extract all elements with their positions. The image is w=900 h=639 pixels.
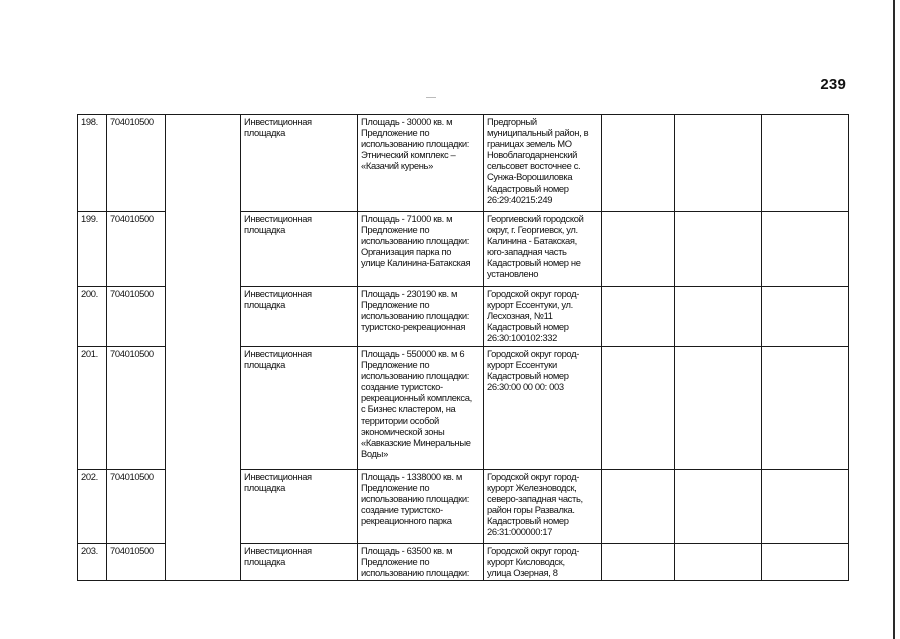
row-number: 201. — [78, 347, 107, 470]
row-type: Инвестиционная площадка — [241, 287, 358, 347]
empty-cell — [602, 347, 675, 470]
row-location: Городской округ город- курорт Ессентуки Кадастровый номер 26:30:00 00 00: 003 — [484, 347, 602, 470]
row-location: Городской округ город- курорт Ессентуки, ул. Лесхозная, №11 Кадастровый номер 26:30:100102:332 — [484, 287, 602, 347]
row-type: Инвестиционная площадка — [241, 470, 358, 544]
row-description: Площадь - 550000 кв. м 6 Предложение по использованию площадки: создание туристско- рекреационный комплекса, с Бизнес кластером, на территории особой экономической зоны «Кавказские Минеральные Воды» — [358, 347, 484, 470]
row-code: 704010500 — [107, 544, 166, 581]
row-code: 704010500 — [107, 287, 166, 347]
empty-cell — [675, 347, 762, 470]
empty-cell — [762, 115, 849, 212]
merged-empty-cell — [166, 115, 241, 581]
row-number: 199. — [78, 212, 107, 287]
scan-edge-line — [893, 0, 895, 639]
investment-sites-table — [77, 114, 849, 581]
page-number: 239 — [820, 76, 846, 93]
row-type: Инвестиционная площадка — [241, 347, 358, 470]
row-location: Георгиевский городской округ, г. Георгиевск, ул. Калинина - Батакская, юго-западная часть Кадастровый номер не установлено — [484, 212, 602, 287]
row-type: Инвестиционная площадка — [241, 544, 358, 581]
empty-cell — [602, 470, 675, 544]
row-number: 203. — [78, 544, 107, 581]
row-description: Площадь - 230190 кв. м Предложение по использованию площадки: туристско-рекреационная — [358, 287, 484, 347]
row-description: Площадь - 71000 кв. м Предложение по использованию площадки: Организация парка по улице Калинина-Батакская — [358, 212, 484, 287]
empty-cell — [675, 212, 762, 287]
row-number: 200. — [78, 287, 107, 347]
table-row — [78, 115, 849, 212]
row-code: 704010500 — [107, 212, 166, 287]
empty-cell — [762, 544, 849, 581]
empty-cell — [602, 287, 675, 347]
row-number: 202. — [78, 470, 107, 544]
empty-cell — [762, 347, 849, 470]
row-type: Инвестиционная площадка — [241, 212, 358, 287]
empty-cell — [675, 115, 762, 212]
scan-artifact — [426, 97, 436, 98]
row-number: 198. — [78, 115, 107, 212]
empty-cell — [675, 287, 762, 347]
row-description: Площадь - 30000 кв. м Предложение по использованию площадки: Этнический комплекс – «Казачий курень» — [358, 115, 484, 212]
row-location: Городской округ город- курорт Железноводск, северо-западная часть, район горы Развалка. Кадастровый номер 26:31:000000:17 — [484, 470, 602, 544]
empty-cell — [762, 287, 849, 347]
empty-cell — [602, 115, 675, 212]
empty-cell — [675, 544, 762, 581]
empty-cell — [675, 470, 762, 544]
empty-cell — [602, 212, 675, 287]
row-code: 704010500 — [107, 470, 166, 544]
row-location: Городской округ город- курорт Кисловодск, улица Озерная, 8 — [484, 544, 602, 581]
row-type: Инвестиционная площадка — [241, 115, 358, 212]
empty-cell — [762, 212, 849, 287]
empty-cell — [762, 470, 849, 544]
row-description: Площадь - 1338000 кв. м Предложение по использованию площадки: создание туристско- рекреационного парка — [358, 470, 484, 544]
empty-cell — [602, 544, 675, 581]
row-code: 704010500 — [107, 347, 166, 470]
row-code: 704010500 — [107, 115, 166, 212]
row-description: Площадь - 63500 кв. м Предложение по использованию площадки: — [358, 544, 484, 581]
row-location: Предгорный муниципальный район, в границах земель МО Новоблагодарненский сельсовет восточнее с. Сунжа-Ворошиловка Кадастровый номер 26:29:40215:249 — [484, 115, 602, 212]
